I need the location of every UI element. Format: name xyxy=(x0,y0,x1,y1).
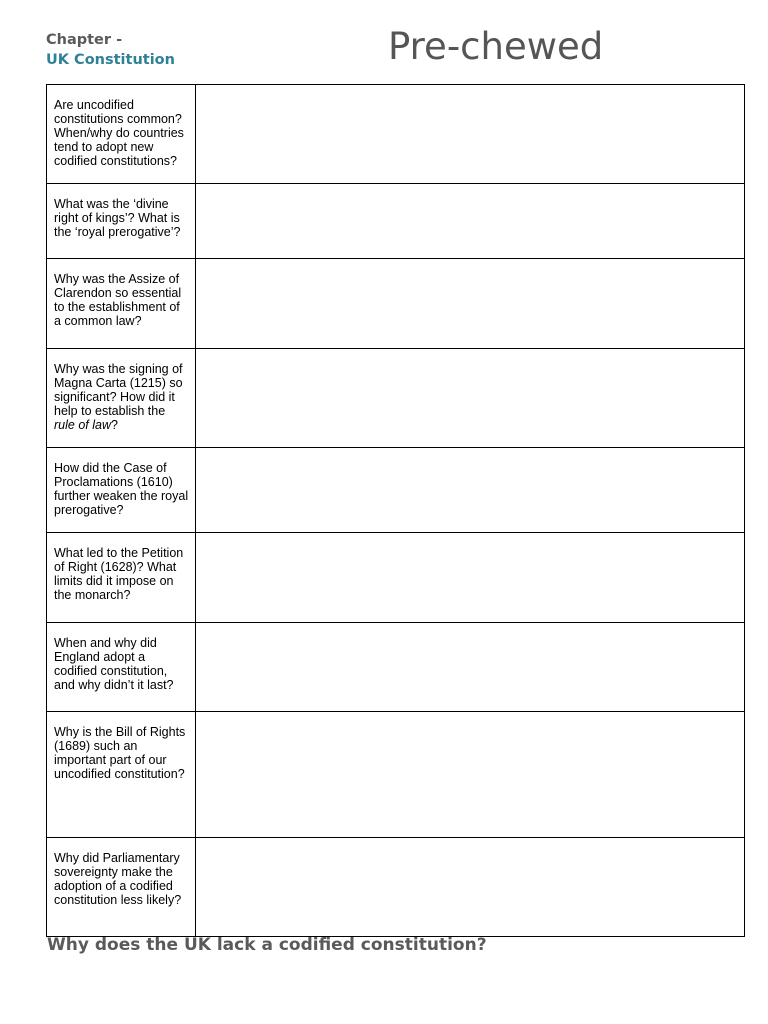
question-cell: How did the Case of Proclamations (1610) further weaken the royal prerogative? xyxy=(47,448,196,533)
answer-cell[interactable] xyxy=(196,448,745,533)
answer-cell[interactable] xyxy=(196,349,745,448)
answer-cell[interactable] xyxy=(196,838,745,937)
question-cell: What led to the Petition of Right (1628)? What limits did it impose on the monarch? xyxy=(47,533,196,623)
question-cell: Why was the Assize of Clarendon so essential to the establishment of a common law? xyxy=(47,259,196,349)
table-row xyxy=(47,349,745,448)
chapter-label: Chapter - xyxy=(46,32,123,48)
answer-cell[interactable] xyxy=(196,623,745,712)
worksheet-question-heading: Why does the UK lack a codified constitution? xyxy=(47,935,487,955)
page-title: Pre-chewed xyxy=(388,25,604,68)
table-row xyxy=(47,712,745,838)
question-cell: What was the ‘divine right of kings’? What is the ‘royal prerogative’? xyxy=(47,184,196,259)
question-cell: Why is the Bill of Rights (1689) such an important part of our uncodified constitution? xyxy=(47,712,196,838)
answer-cell[interactable] xyxy=(196,184,745,259)
question-cell: Are uncodified constitutions common? When/why do countries tend to adopt new codified constitutions? xyxy=(47,85,196,184)
table-row xyxy=(47,184,745,259)
question-cell: Why did Parliamentary sovereignty make the adoption of a codified constitution less likely? xyxy=(47,838,196,937)
answer-cell[interactable] xyxy=(196,533,745,623)
question-text-italic: rule of law xyxy=(54,418,111,432)
answer-cell[interactable] xyxy=(196,85,745,184)
table-row xyxy=(47,533,745,623)
table-row xyxy=(47,838,745,937)
question-table xyxy=(46,84,745,937)
table-row xyxy=(47,448,745,533)
answer-cell[interactable] xyxy=(196,259,745,349)
question-text-end: ? xyxy=(110,418,118,432)
table-row xyxy=(47,259,745,349)
table-row xyxy=(47,85,745,184)
table-row xyxy=(47,623,745,712)
answer-cell[interactable] xyxy=(196,712,745,838)
chapter-name: UK Constitution xyxy=(46,52,175,68)
question-cell xyxy=(47,349,196,448)
question-cell: When and why did England adopt a codified constitution, and why didn’t it last? xyxy=(47,623,196,712)
question-text: Why was the signing of Magna Carta (1215) so significant? How did it help to establish the xyxy=(54,362,183,418)
